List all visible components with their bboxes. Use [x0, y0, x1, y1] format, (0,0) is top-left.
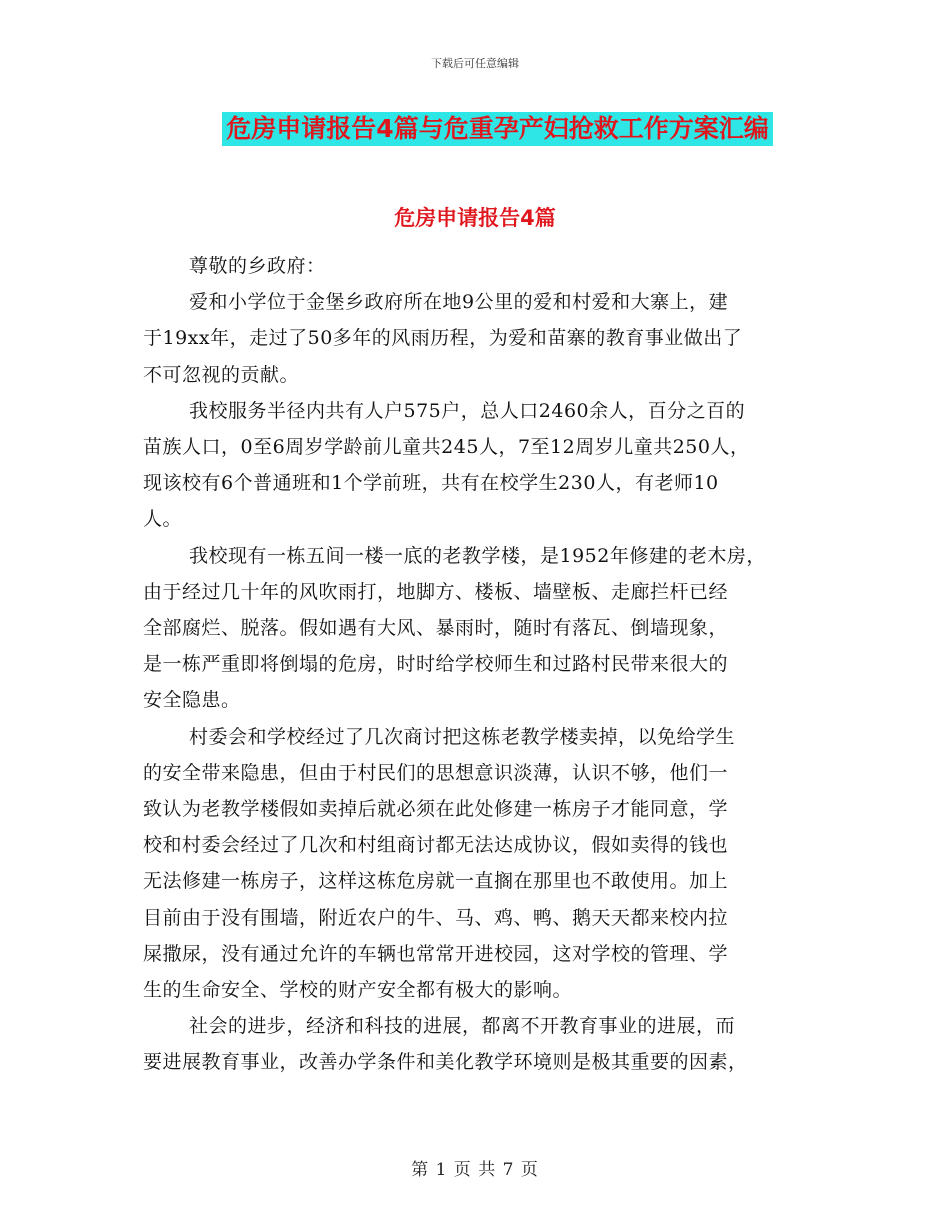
body-line: 爱和小学位于金堡乡政府所在地9公里的爱和村爱和大寨上，建 [189, 291, 729, 314]
body-line: 无法修建一栋房子，这样这栋危房就一直搁在那里也不敢使用。加上 [143, 870, 729, 893]
body-line: 于19xx年，走过了50多年的风雨历程，为爱和苗寨的教育事业做出了 [143, 327, 743, 350]
body-line: 由于经过几十年的风吹雨打，地脚方、楼板、墙壁板、走廊拦杆已经 [143, 580, 729, 603]
body-line: 是一栋严重即将倒塌的危房，时时给学校师生和过路村民带来很大的 [143, 653, 729, 676]
page-footer: 第 1 页 共 7 页 [411, 1160, 539, 1180]
section-title: 危房申请报告4篇 [394, 206, 556, 230]
body-line: 村委会和学校经过了几次商讨把这栋老教学楼卖掉，以免给学生 [189, 725, 736, 748]
body-line: 校和村委会经过了几次和村组商讨都无法达成协议，假如卖得的钱也 [143, 834, 729, 857]
body-line: 要进展教育事业，改善办学条件和美化教学环境则是极其重要的因素， [143, 1051, 748, 1074]
body-line: 不可忽视的贡献。 [143, 363, 300, 386]
body-line: 屎撒尿，没有通过允许的车辆也常常开进校园，这对学校的管理、学 [143, 942, 729, 965]
body-line: 全部腐烂、脱落。假如遇有大风、暴雨时，随时有落瓦、倒墙现象， [143, 617, 729, 640]
body-text [143, 248, 823, 1081]
body-line: 的安全带来隐患，但由于村民们的思想意识淡薄，认识不够，他们一 [143, 761, 729, 784]
body-line: 现该校有6个普通班和1个学前班，共有在校学生230人，有老师10 [143, 472, 719, 495]
main-title: 危房申请报告4篇与危重孕产妇抢救工作方案汇编 [222, 112, 772, 146]
body-line: 苗族人口，0至6周岁学龄前儿童共245人，7至12周岁儿童共250人， [143, 436, 750, 459]
body-line: 社会的进步，经济和科技的进展，都离不开教育事业的进展，而 [189, 1015, 736, 1038]
body-line: 安全隐患。 [143, 689, 241, 712]
main-title-wrap [0, 112, 950, 146]
body-line: 生的生命安全、学校的财产安全都有极大的影响。 [143, 979, 573, 1002]
body-line: 目前由于没有围墙，附近农户的牛、马、鸡、鸭、鹅天天都来校内拉 [143, 906, 729, 929]
body-line: 尊敬的乡政府： [189, 255, 326, 277]
body-line: 我校服务半径内共有人户575户，总人口2460余人，百分之百的 [189, 399, 746, 422]
body-line: 人。 [143, 508, 183, 531]
body-line: 致认为老教学楼假如卖掉后就必须在此处修建一栋房子才能同意，学 [143, 798, 729, 821]
header-note: 下载后可任意编辑 [431, 57, 519, 70]
body-line: 我校现有一栋五间一楼一底的老教学楼，是1952年修建的老木房， [189, 544, 766, 567]
